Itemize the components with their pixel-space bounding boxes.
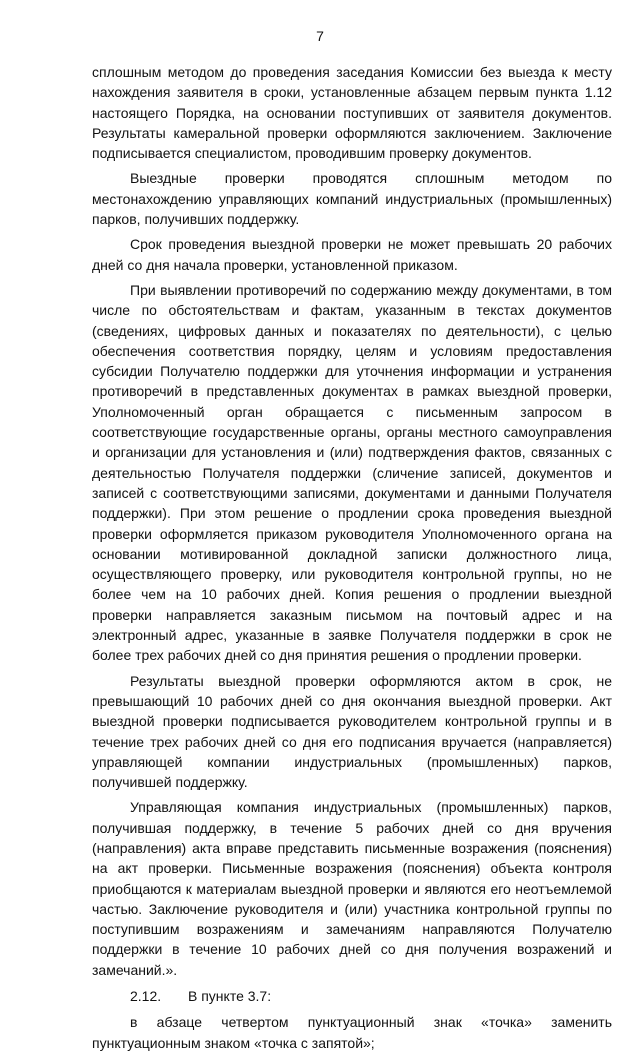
- paragraph-continuation: сплошным методом до проведения заседания Комиссии без выезда к месту нахождения заявителя в сроки, установленные абзацем первым пункта 1.12 настоящего Порядка, на основании поступивших от заявителя документов. Результаты камеральной проверки оформляются заключением. Заключение подписывается специалистом, проводившим проверку документов.: [92, 64, 612, 162]
- clause-heading: [92, 986, 612, 1006]
- clause-number: 2.12.: [130, 988, 162, 1005]
- paragraph-objections: Управляющая компания индустриальных (промышленных) парков, получившая поддержку, в течение 5 рабочих дней со дня вручения (направления) акта вправе представить письменные возражения (пояснения) на акт проверки. Письменные возражения (пояснения) объекта контроля приобщаются к материалам выездной проверки и являются его неотъемлемой частью. Заключение руководителя и (или) участника контрольной группы по поступившим возражениям и замечаниям направляются Получателю поддержки в течение 10 рабочих дней со дня получения возражений и замечаний.».: [92, 799, 612, 978]
- paragraph-onsite-inspections: Выездные проверки проводятся сплошным методом по местонахождению управляющих компаний индустриальных (промышленных) парков, получивших поддержку.: [92, 170, 612, 228]
- paragraph-inspection-results: Результаты выездной проверки оформляются актом в срок, не превышающий 10 рабочих дней со дня окончания выездной проверки. Акт выездной проверки подписывается руководителем контрольной группы и в течение трех рабочих дней со дня его подписания вручается (направляется) управляющей компании индустриальных (промышленных) парков, получившей поддержку.: [92, 672, 612, 791]
- clause-item: в абзаце четвертом пунктуационный знак «точка» заменить пунктуационным знаком «точка с запятой»;: [92, 1014, 612, 1051]
- paragraph-contradictions: При выявлении противоречий по содержанию между документами, в том числе по обстоятельствам и фактам, указанным в текстах документов (сведениях, цифровых данных и показателях по деятельности), с целью обеспечения соответствия порядку, целям и условиям предоставления субсидии Получателю поддержки для уточнения информации и устранения противоречий в представленных документах в рамках выездной проверки, Уполномоченный орган обращается с письменным запросом в соответствующие государственные органы, органы местного самоуправления и организации для установления и (или) подтверждения фактов, связанных с деятельностью Получателя поддержки (сличение записей, документов и записей с соответствующими записями, документами и данными Получателя поддержки). При этом решение о продлении срока проведения выездной проверки оформляется приказом руководителя Уполномоченного органа на основании мотивированной докладной записки должностного лица, осуществляющего проверку, или руководителя контрольной группы, но не более чем на 10 рабочих дней. Копия решения о продлении выездной проверки направляется заказным письмом на почтовый адрес и на электронный адрес, указанные в заявке Получателя поддержки в срок не более трех рабочих дней со дня принятия решения о продлении проверки.: [92, 281, 612, 664]
- clause-text: В пункте 3.7:: [188, 988, 272, 1005]
- page-number: 7: [316, 28, 324, 44]
- paragraph-inspection-term: Срок проведения выездной проверки не может превышать 20 рабочих дней со дня начала проверки, установленной приказом.: [92, 236, 612, 273]
- document-body: [92, 62, 612, 1053]
